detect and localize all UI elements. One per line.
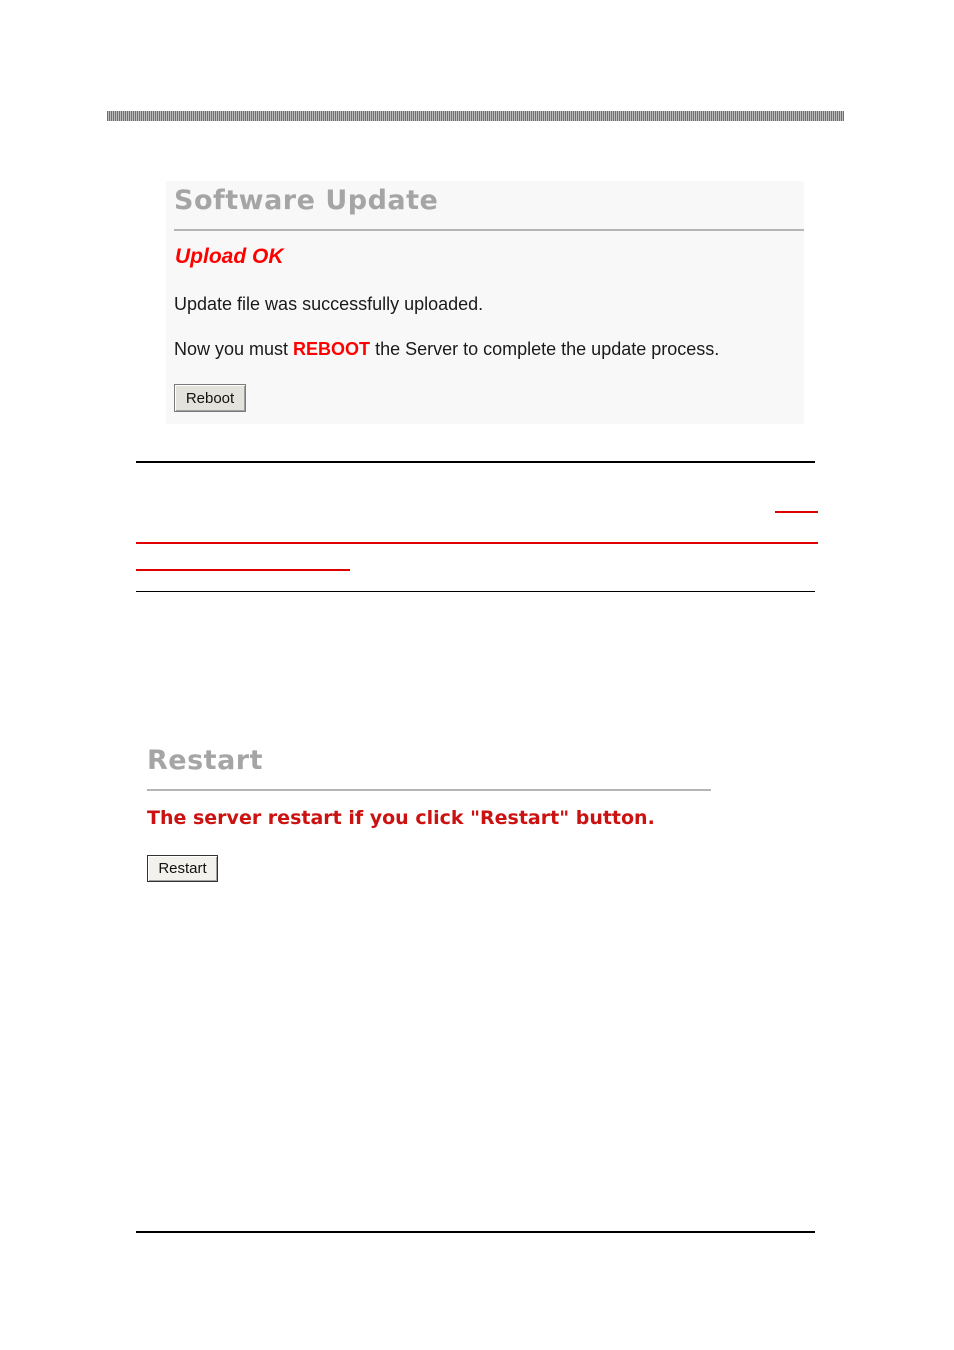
upload-status: Upload OK bbox=[175, 245, 284, 268]
note-bottom-rule bbox=[136, 591, 815, 592]
restart-title: Restart bbox=[147, 745, 264, 776]
title-divider bbox=[174, 229, 804, 231]
reboot-button[interactable]: Reboot bbox=[174, 384, 246, 412]
upload-message: Update file was successfully uploaded. bbox=[174, 294, 484, 314]
restart-title-divider bbox=[147, 789, 711, 791]
restart-message: The server restart if you click "Restart" button. bbox=[147, 807, 655, 829]
restart-button[interactable]: Restart bbox=[147, 855, 218, 882]
note-top-rule bbox=[136, 461, 815, 463]
reboot-instruction bbox=[174, 339, 719, 360]
reboot-instruction-prefix: Now you must bbox=[174, 339, 294, 359]
reboot-keyword: REBOOT bbox=[293, 339, 371, 359]
footer-rule bbox=[136, 1231, 815, 1233]
note-underline-1 bbox=[775, 511, 818, 513]
note-underline-3 bbox=[136, 569, 350, 571]
software-update-title: Software Update bbox=[174, 185, 439, 216]
note-underline-2 bbox=[136, 542, 818, 544]
header-bar bbox=[107, 111, 844, 121]
reboot-instruction-suffix: the Server to complete the update process. bbox=[370, 339, 720, 359]
software-update-panel bbox=[166, 181, 804, 424]
restart-panel bbox=[140, 741, 655, 891]
